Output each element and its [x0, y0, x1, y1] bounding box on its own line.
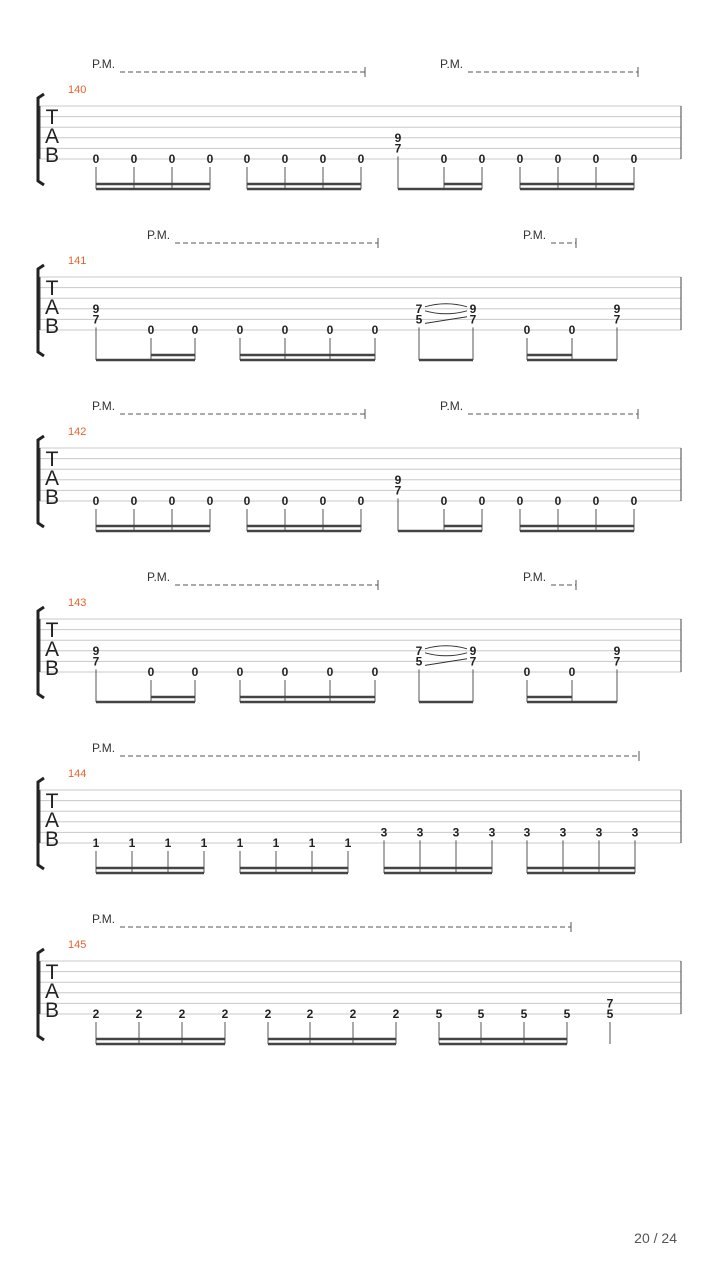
fret-number: 0: [130, 494, 138, 508]
fret-number: 1: [308, 836, 316, 850]
fret-number: 0: [319, 152, 327, 166]
fret-number: 0: [236, 665, 244, 679]
palm-mute-label: P.M.: [92, 912, 116, 926]
fret-number: 0: [554, 152, 562, 166]
measure-number: 144: [68, 768, 87, 780]
system-bracket: [38, 949, 44, 1040]
fret-number: 5: [520, 1007, 528, 1021]
fret-number: 9: [394, 130, 402, 145]
fret-number: 3: [523, 825, 531, 840]
fret-number: 2: [178, 1007, 186, 1021]
tab-clef-letter: B: [44, 657, 60, 680]
fret-number: 0: [554, 494, 562, 508]
tab-clef-letter: A: [44, 980, 60, 1003]
fret-number: 2: [349, 1007, 357, 1021]
tab-clef-letter: T: [45, 619, 59, 642]
fret-number: 0: [371, 665, 379, 679]
fret-number: 7: [394, 483, 402, 498]
fret-number: 0: [630, 494, 638, 508]
tab-clef-letter: B: [44, 144, 60, 167]
measure-number: 145: [68, 939, 87, 951]
fret-number: 5: [435, 1007, 443, 1021]
fret-number: 3: [559, 825, 567, 840]
fret-number: 0: [243, 152, 251, 166]
tab-clef-letter: B: [44, 828, 60, 851]
fret-number: 0: [130, 152, 138, 166]
fret-number: 0: [516, 494, 524, 508]
fret-number: 0: [478, 152, 486, 166]
fret-number: 1: [344, 836, 352, 850]
tab-system-143: [38, 570, 681, 702]
fret-number: 7: [469, 312, 477, 327]
fret-number: 5: [415, 312, 423, 327]
fret-number: 5: [563, 1007, 571, 1021]
fret-number: 7: [613, 654, 621, 669]
fret-number: 5: [477, 1007, 485, 1021]
slide-arc: [425, 646, 467, 649]
fret-number: 0: [243, 494, 251, 508]
palm-mute-label: P.M.: [92, 57, 116, 71]
tab-clef-letter: A: [44, 809, 60, 832]
fret-number: 0: [168, 152, 176, 166]
palm-mute-label: P.M.: [440, 399, 464, 413]
fret-number: 1: [236, 836, 244, 850]
fret-number: 0: [147, 323, 155, 337]
fret-number: 2: [306, 1007, 314, 1021]
tab-clef-letter: T: [45, 961, 59, 984]
tab-clef-letter: A: [44, 296, 60, 319]
fret-number: 7: [469, 654, 477, 669]
fret-number: 7: [606, 996, 614, 1011]
fret-number: 0: [630, 152, 638, 166]
tab-system-140: [38, 57, 681, 189]
fret-number: 0: [281, 665, 289, 679]
fret-number: 3: [452, 825, 460, 840]
fret-number: 5: [415, 654, 423, 669]
fret-number: 9: [92, 643, 100, 658]
fret-number: 2: [135, 1007, 143, 1021]
system-bracket: [38, 94, 44, 185]
system-bracket: [38, 778, 44, 869]
fret-number: 0: [478, 494, 486, 508]
fret-number: 9: [469, 301, 477, 316]
slide-line: [425, 659, 467, 666]
fret-number: 0: [92, 494, 100, 508]
fret-number: 3: [416, 825, 424, 840]
system-bracket: [38, 265, 44, 356]
fret-number: 9: [613, 301, 621, 316]
fret-number: 7: [92, 654, 100, 669]
fret-number: 0: [516, 152, 524, 166]
palm-mute-label: P.M.: [92, 399, 116, 413]
slide-arc: [425, 311, 467, 314]
fret-number: 2: [92, 1007, 100, 1021]
fret-number: 0: [326, 665, 334, 679]
fret-number: 0: [168, 494, 176, 508]
fret-number: 2: [392, 1007, 400, 1021]
tab-clef-letter: B: [44, 486, 60, 509]
fret-number: 9: [394, 472, 402, 487]
tab-clef-letter: A: [44, 638, 60, 661]
fret-number: 1: [128, 836, 136, 850]
palm-mute-label: P.M.: [440, 57, 464, 71]
fret-number: 0: [440, 152, 448, 166]
fret-number: 0: [568, 323, 576, 337]
fret-number: 0: [592, 152, 600, 166]
fret-number: 0: [191, 665, 199, 679]
tab-clef-letter: B: [44, 315, 60, 338]
fret-number: 7: [613, 312, 621, 327]
fret-number: 7: [92, 312, 100, 327]
fret-number: 0: [523, 323, 531, 337]
fret-number: 0: [206, 494, 214, 508]
tab-system-141: [38, 228, 681, 360]
fret-number: 7: [415, 301, 423, 316]
fret-number: 0: [357, 152, 365, 166]
tab-clef-letter: T: [45, 106, 59, 129]
tab-system-142: [38, 399, 681, 531]
tab-clef-letter: A: [44, 467, 60, 490]
palm-mute-label: P.M.: [147, 228, 171, 242]
fret-number: 1: [92, 836, 100, 850]
tab-system-144: [38, 741, 681, 873]
measure-number: 140: [68, 84, 87, 96]
fret-number: 0: [191, 323, 199, 337]
tab-clef-letter: B: [44, 999, 60, 1022]
fret-number: 3: [595, 825, 603, 840]
fret-number: 0: [326, 323, 334, 337]
fret-number: 1: [200, 836, 208, 850]
measure-number: 142: [68, 426, 87, 438]
fret-number: 1: [272, 836, 280, 850]
slide-line: [425, 317, 467, 324]
palm-mute-label: P.M.: [523, 570, 547, 584]
fret-number: 0: [371, 323, 379, 337]
fret-number: 9: [469, 643, 477, 658]
fret-number: 0: [281, 323, 289, 337]
page-number: 20 / 24: [634, 1230, 677, 1246]
tab-clef-letter: T: [45, 790, 59, 813]
fret-number: 0: [92, 152, 100, 166]
tab-clef-letter: A: [44, 125, 60, 148]
palm-mute-label: P.M.: [147, 570, 171, 584]
fret-number: 0: [592, 494, 600, 508]
system-bracket: [38, 607, 44, 698]
fret-number: 0: [206, 152, 214, 166]
fret-number: 7: [415, 643, 423, 658]
slide-arc: [425, 304, 467, 307]
fret-number: 0: [568, 665, 576, 679]
fret-number: 9: [92, 301, 100, 316]
fret-number: 3: [488, 825, 496, 840]
fret-number: 0: [523, 665, 531, 679]
fret-number: 9: [613, 643, 621, 658]
measure-number: 143: [68, 597, 87, 609]
fret-number: 0: [357, 494, 365, 508]
palm-mute-label: P.M.: [523, 228, 547, 242]
fret-number: 2: [221, 1007, 229, 1021]
fret-number: 2: [264, 1007, 272, 1021]
measure-number: 141: [68, 255, 87, 267]
fret-number: 0: [281, 494, 289, 508]
slide-arc: [425, 653, 467, 656]
fret-number: 0: [440, 494, 448, 508]
tab-clef-letter: T: [45, 277, 59, 300]
fret-number: 0: [319, 494, 327, 508]
fret-number: 3: [380, 825, 388, 840]
fret-number: 0: [281, 152, 289, 166]
fret-number: 0: [236, 323, 244, 337]
tab-clef-letter: T: [45, 448, 59, 471]
fret-number: 7: [394, 141, 402, 156]
fret-number: 1: [164, 836, 172, 850]
fret-number: 0: [147, 665, 155, 679]
system-bracket: [38, 436, 44, 527]
fret-number: 3: [631, 825, 639, 840]
fret-number: 5: [606, 1007, 614, 1021]
palm-mute-label: P.M.: [92, 741, 116, 755]
tab-system-145: [38, 912, 681, 1044]
